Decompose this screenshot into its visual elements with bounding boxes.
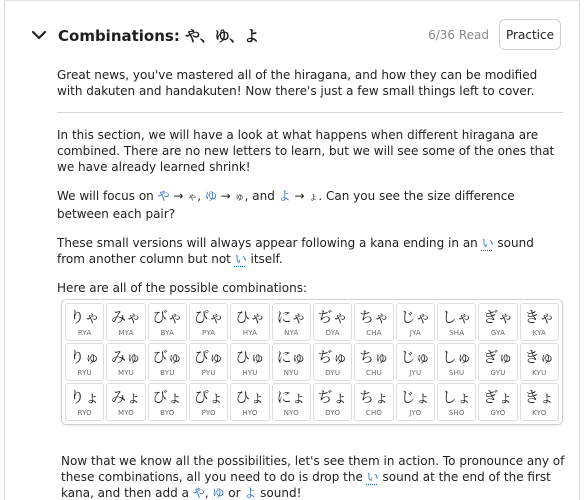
- separator: or: [224, 486, 245, 500]
- lesson-card: [4, 0, 580, 500]
- section-paragraph: In this section, we will have a look at what happens when different hiragana are combined. There are no new letters to learn, but we will see some of the ones that we have already learned shrink!: [57, 128, 555, 174]
- combo-kana: りょ: [69, 387, 100, 406]
- kana-yo-link[interactable]: よ: [244, 486, 257, 500]
- combinations-grid: [65, 303, 559, 421]
- combo-romaji: NYA: [284, 328, 299, 337]
- kana-i-link[interactable]: い: [366, 470, 379, 484]
- separator: , and: [244, 189, 279, 203]
- combos-intro: Here are all of the possible combinations:: [57, 281, 307, 295]
- combo-romaji: PYU: [201, 368, 216, 377]
- read-progress: 6/36 Read: [428, 28, 489, 42]
- versions-middle: sound from another column but not: [57, 236, 534, 266]
- combo-kana: しゃ: [441, 307, 472, 326]
- kana-yu-small: ゅ: [234, 192, 245, 203]
- divider: [57, 112, 563, 113]
- combo-cell[interactable]: [189, 383, 228, 421]
- combo-cell[interactable]: [148, 303, 187, 341]
- combo-cell[interactable]: [396, 343, 435, 381]
- combo-romaji: GYU: [490, 368, 506, 377]
- combo-kana: ひょ: [234, 387, 265, 406]
- arrow: →: [290, 189, 309, 203]
- combo-cell[interactable]: [478, 303, 517, 341]
- combo-cell[interactable]: [106, 303, 145, 341]
- combo-romaji: JYA: [409, 328, 421, 337]
- combo-romaji: JYU: [409, 368, 422, 377]
- combo-kana: ちゅ: [358, 347, 389, 366]
- combo-kana: ぢゃ: [317, 307, 348, 326]
- combo-cell[interactable]: [520, 343, 559, 381]
- combo-romaji: HYA: [242, 328, 258, 337]
- combo-kana: ひゅ: [234, 347, 265, 366]
- combo-romaji: GYA: [490, 328, 506, 337]
- combo-romaji: MYO: [117, 408, 135, 417]
- versions-text: These small versions will always appear following a kana ending in an: [57, 236, 482, 250]
- combo-romaji: PYO: [201, 408, 216, 417]
- combo-cell[interactable]: [148, 383, 187, 421]
- combo-romaji: HYO: [242, 408, 258, 417]
- practice-button[interactable]: Practice: [499, 19, 561, 50]
- combo-romaji: SHU: [448, 368, 465, 377]
- combo-kana: みゅ: [110, 347, 141, 366]
- combo-cell[interactable]: [396, 303, 435, 341]
- combo-kana: びゃ: [152, 307, 183, 326]
- combo-romaji: SHO: [448, 408, 465, 417]
- combo-cell[interactable]: [230, 383, 269, 421]
- combo-romaji: GYO: [490, 408, 506, 417]
- combo-kana: りゃ: [69, 307, 100, 326]
- combo-romaji: CHA: [366, 328, 382, 337]
- combo-cell[interactable]: [354, 343, 393, 381]
- combo-romaji: BYU: [160, 368, 175, 377]
- combo-kana: ぎょ: [482, 387, 513, 406]
- combo-cell[interactable]: [230, 343, 269, 381]
- combo-cell[interactable]: [230, 303, 269, 341]
- combo-kana: ぎゃ: [482, 307, 513, 326]
- combo-kana: びょ: [152, 387, 183, 406]
- combo-romaji: KYA: [532, 328, 547, 337]
- bottom-text: Now that we know all the possibilities, let's see them in action. To pronounce any of these combinations, all you need to do is drop the: [61, 454, 565, 484]
- lesson-content: [57, 67, 563, 309]
- versions-suffix: itself.: [246, 252, 283, 266]
- kana-yu-link[interactable]: ゆ: [212, 486, 225, 500]
- combo-romaji: RYO: [77, 408, 92, 417]
- combo-romaji: CHU: [366, 368, 382, 377]
- combo-kana: きょ: [524, 387, 555, 406]
- combo-cell[interactable]: [313, 383, 352, 421]
- combo-romaji: DYA: [325, 328, 340, 337]
- arrow: →: [169, 189, 188, 203]
- versions-paragraph: [57, 235, 563, 267]
- kana-ya-small: ゃ: [187, 192, 198, 203]
- combo-kana: ひゃ: [234, 307, 265, 326]
- combo-cell[interactable]: [520, 303, 559, 341]
- combo-kana: にょ: [276, 387, 307, 406]
- focus-text: We will focus on: [57, 189, 158, 203]
- combo-cell[interactable]: [313, 303, 352, 341]
- combo-kana: ぴゅ: [193, 347, 224, 366]
- bottom-suffix: sound!: [256, 486, 302, 500]
- combo-romaji: CHO: [365, 408, 383, 417]
- combo-romaji: RYA: [77, 328, 92, 337]
- combo-kana: ぎゅ: [482, 347, 513, 366]
- combo-kana: じゅ: [400, 347, 431, 366]
- combo-romaji: NYU: [283, 368, 299, 377]
- combo-cell[interactable]: [272, 383, 311, 421]
- combo-cell[interactable]: [354, 383, 393, 421]
- combo-cell[interactable]: [313, 343, 352, 381]
- combo-cell[interactable]: [520, 383, 559, 421]
- kana-ya: や: [157, 189, 170, 203]
- combo-romaji: BYO: [160, 408, 175, 417]
- combo-cell[interactable]: [65, 343, 104, 381]
- combo-cell[interactable]: [65, 303, 104, 341]
- combo-kana: ちょ: [358, 387, 389, 406]
- combo-kana: にゅ: [276, 347, 307, 366]
- combo-romaji: JYO: [409, 408, 422, 417]
- combo-cell[interactable]: [189, 343, 228, 381]
- bottom-middle: sound at the end of the first kana, and then add a: [61, 470, 551, 500]
- combo-romaji: PYA: [202, 328, 216, 337]
- combo-kana: にゃ: [276, 307, 307, 326]
- kana-yu: ゆ: [204, 189, 217, 203]
- combo-kana: じょ: [400, 387, 431, 406]
- lesson-title: Combinations: や、ゆ、よ: [58, 27, 260, 45]
- combo-romaji: NYO: [283, 408, 299, 417]
- combo-cell[interactable]: [148, 343, 187, 381]
- bottom-paragraph: [61, 453, 567, 500]
- combo-cell[interactable]: [478, 383, 517, 421]
- combo-kana: びゅ: [152, 347, 183, 366]
- combo-cell[interactable]: [478, 343, 517, 381]
- combo-kana: ぴょ: [193, 387, 224, 406]
- combo-romaji: KYO: [532, 408, 547, 417]
- combo-cell[interactable]: [396, 383, 435, 421]
- combo-kana: しょ: [441, 387, 472, 406]
- separator: ,: [197, 189, 205, 203]
- combo-kana: りゅ: [69, 347, 100, 366]
- combo-kana: しゅ: [441, 347, 472, 366]
- combo-kana: みょ: [110, 387, 141, 406]
- combo-kana: じゃ: [400, 307, 431, 326]
- combo-cell[interactable]: [437, 383, 476, 421]
- kana-yo: よ: [278, 189, 291, 203]
- combo-cell[interactable]: [106, 383, 145, 421]
- chevron-down-icon[interactable]: [31, 27, 47, 43]
- combo-cell[interactable]: [65, 383, 104, 421]
- combo-kana: ぢょ: [317, 387, 348, 406]
- combinations-table: [61, 299, 563, 425]
- kana-ya-link[interactable]: や: [192, 486, 205, 500]
- focus-suffix: . Can you see the size difference between each pair?: [57, 189, 515, 221]
- combo-cell[interactable]: [437, 303, 476, 341]
- lesson-header: [5, 17, 580, 57]
- combo-romaji: MYA: [118, 328, 134, 337]
- combo-romaji: DYO: [325, 408, 341, 417]
- combo-kana: ちゃ: [358, 307, 389, 326]
- focus-paragraph: [57, 188, 563, 222]
- combo-kana: ぢゅ: [317, 347, 348, 366]
- combo-kana: きゃ: [524, 307, 555, 326]
- kana-i-link[interactable]: い: [481, 236, 494, 250]
- arrow: →: [216, 189, 235, 203]
- combo-kana: みゃ: [110, 307, 141, 326]
- combo-cell[interactable]: [272, 343, 311, 381]
- combo-romaji: KYU: [532, 368, 547, 377]
- combo-cell[interactable]: [437, 343, 476, 381]
- combo-kana: ぴゃ: [193, 307, 224, 326]
- combo-cell[interactable]: [189, 303, 228, 341]
- combo-kana: きゅ: [524, 347, 555, 366]
- separator: ,: [204, 486, 213, 500]
- intro-paragraph: Great news, you've mastered all of the hiragana, and how they can be modified with dakuten and handakuten! Now there's just a few small things left to cover.: [57, 68, 538, 98]
- combo-romaji: RYU: [77, 368, 92, 377]
- combo-cell[interactable]: [272, 303, 311, 341]
- combo-romaji: BYA: [160, 328, 175, 337]
- combo-romaji: HYU: [242, 368, 258, 377]
- combo-cell[interactable]: [354, 303, 393, 341]
- combo-romaji: MYU: [117, 368, 135, 377]
- combo-cell[interactable]: [106, 343, 145, 381]
- combo-romaji: SHA: [449, 328, 465, 337]
- combo-romaji: DYU: [325, 368, 341, 377]
- kana-yo-small: ょ: [308, 192, 319, 203]
- kana-i-link[interactable]: い: [234, 252, 247, 266]
